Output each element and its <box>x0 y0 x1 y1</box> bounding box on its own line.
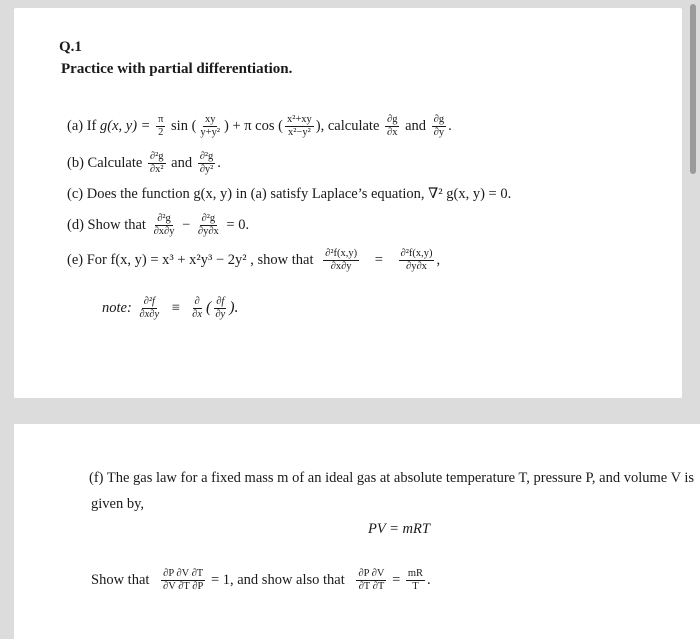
part-c: (c) Does the function g(x, y) in (a) satisfy Laplace’s equation, ∇² g(x, y) = 0. <box>67 186 512 202</box>
part-b: (b) Calculate $\frac{\text{∂²g}}{\text{∂x²}}$ and $\frac{\text{∂²g}}{\text{∂y²}}$ . <box>67 151 221 175</box>
question-number: Q.1 <box>59 39 82 55</box>
part-e: (e) For f(x, y) = x³ + x²y³ − 2y² , show that $\frac{\text{∂²f(x,y)}}{\partial x\partial y}$ = $\frac{\text{∂²f(x,y)}}{\partial y\partial x}$ , <box>67 248 441 272</box>
triple-product-fraction: $\frac{\partial P \partial V \partial T}{\partial V \partial T \partial P}$ <box>163 568 204 592</box>
part-f-line1: (f) The gas law for a fixed mass m of an ideal gas at absolute temperature T, pressure P, and volume V is <box>89 470 695 486</box>
partial-g-y: $\frac{\partial g}{\partial y}$ <box>433 114 445 138</box>
note-partial-f-xy: $\frac{\text{∂²f}}{\partial x\partial y}$ <box>139 296 160 320</box>
mr-over-t-fraction: $\frac{mR}{T}$ <box>407 568 424 592</box>
part-a: (a) If g(x, y) = $\frac{\pi}{2}$ sin ( $\frac{xy}{\text{y+y²}}$ ) + π cos ( $\frac{\text{x²+xy}}{\text{x²−y²}}$ ), calculate $\frac{\partial g}{\partial x}$ and $\frac{\partial g}{\partial y}$ . <box>67 114 452 138</box>
note-partial-f-y: $\frac{\partial f}{\partial y}$ <box>215 296 226 320</box>
fraction-xy: $\frac{xy}{\text{y+y²}}$ <box>200 114 220 138</box>
question-card-continued <box>14 424 700 639</box>
partial-product-fraction: $\frac{\partial P \partial V}{\partial T \partial T}$ <box>358 568 385 592</box>
partial-g-x: $\frac{\partial g}{\partial x}$ <box>387 114 398 138</box>
mixed-partial-f-xy: $\frac{\text{∂²f(x,y)}}{\partial x\partial y}$ <box>325 248 358 272</box>
part-f-line2: given by, <box>91 496 145 512</box>
second-partial-g-y: $\frac{\text{∂²g}}{\text{∂y²}}$ <box>199 151 214 175</box>
part-d: (d) Show that $\frac{\text{∂²g}}{\partial x\partial y}$ − $\frac{\text{∂²g}}{\partial y\partial x}$ = 0. <box>67 213 250 237</box>
fraction-x2: $\frac{\text{x²+xy}}{\text{x²−y²}}$ <box>286 114 312 138</box>
second-partial-g-x: $\frac{\text{∂²g}}{\text{∂x²}}$ <box>149 151 164 175</box>
fraction-pi-over-2: $\frac{\pi}{2}$ <box>158 114 164 138</box>
gas-law-equation: PV = mRT <box>368 521 430 537</box>
part-f-show: Show that $\frac{\partial P \partial V \partial T}{\partial V \partial T \partial P}$ = 1, and show also that $\frac{\partial P \partial V}{\partial T \partial T}$ = $\frac{mR}{T}$ . <box>91 568 431 592</box>
note: note: $\frac{\text{∂²f}}{\partial x\partial y}$ ≡ $\frac{\partial}{\partial x}$ ( $\frac{\partial f}{\partial y}$ ). <box>102 296 239 320</box>
question-card <box>14 8 682 398</box>
question-title: Practice with partial differentiation. <box>61 61 293 77</box>
mixed-partial-f-yx: $\frac{\text{∂²f(x,y)}}{\partial y\partial x}$ <box>400 248 433 272</box>
mixed-partial-xy: $\frac{\text{∂²g}}{\partial x\partial y}$ <box>153 213 175 237</box>
note-partial-x: $\frac{\partial}{\partial x}$ <box>192 296 203 320</box>
scrollbar[interactable] <box>690 4 696 174</box>
mixed-partial-yx: $\frac{\text{∂²g}}{\partial y\partial x}$ <box>197 213 219 237</box>
